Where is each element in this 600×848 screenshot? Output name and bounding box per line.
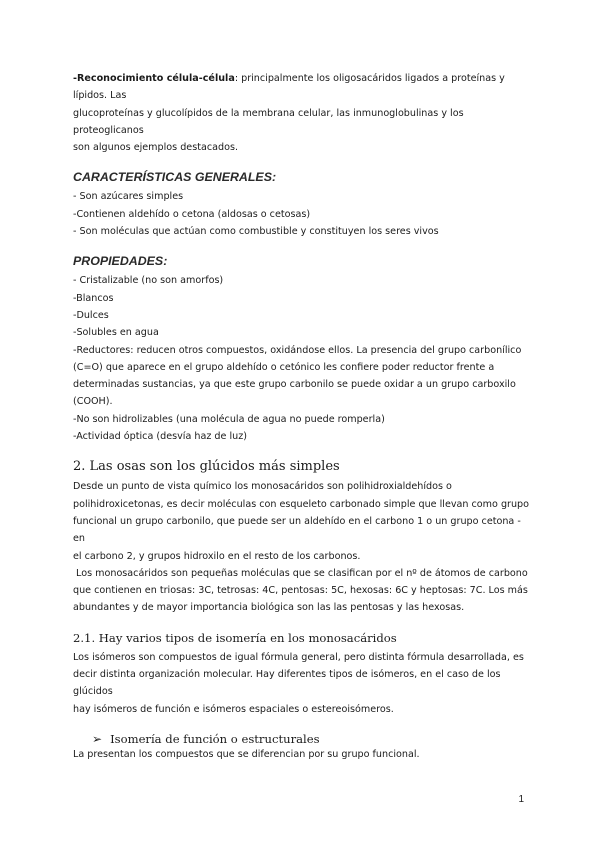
propiedades-heading: PROPIEDADES: bbox=[73, 254, 168, 269]
list-item: - Son azúcares simples bbox=[73, 191, 184, 203]
page-number: 1 bbox=[518, 794, 524, 805]
list-item: determinadas sustancias, ya que este grupo carbonilo se puede oxidar a un grupo carboxilo bbox=[73, 379, 516, 391]
document-page bbox=[73, 70, 533, 763]
list-item: - Cristalizable (no son amorfos) bbox=[73, 275, 224, 287]
section-2-line: Desde un punto de vista químico los monosacáridos son polihidroxialdehídos o bbox=[73, 481, 452, 493]
intro-paragraph bbox=[73, 70, 533, 105]
caracteristicas-heading: CARACTERÍSTICAS GENERALES: bbox=[73, 170, 277, 185]
section-2-1-line: decir distinta organización molecular. Hay diferentes tipos de isómeros, en el caso de los glúcidos bbox=[73, 669, 501, 698]
section-2-line: que contienen en triosas: 3C, tetrosas: 4C, pentosas: 5C, hexosas: 6C y heptosas: 7C. Los más bbox=[73, 585, 528, 597]
section-2-1-line: Los isómeros son compuestos de igual fórmula general, pero distinta fórmula desarrollada, es bbox=[73, 651, 524, 663]
section-2-line: funcional un grupo carbonilo, que puede ser un aldehído en el carbono 1 o un grupo cetona - en bbox=[73, 515, 521, 545]
section-2-1-heading: 2.1. Hay varios tipos de isomería en los monosacáridos bbox=[73, 630, 397, 645]
isomeria-funcion-heading: Isomería de función o estructurales bbox=[110, 731, 320, 746]
list-item: -Contienen aldehído o cetona (aldosas o cetosas) bbox=[73, 208, 311, 220]
list-item: -Reductores: reducen otros compuestos, oxidándose ellos. La presencia del grupo carbonílico bbox=[73, 344, 522, 356]
list-item: (COOH). bbox=[73, 396, 113, 408]
isomeria-funcion-text: La presentan los compuestos que se diferencian por su grupo funcional. bbox=[73, 748, 420, 760]
section-2-heading: 2. Las osas son los glúcidos más simples bbox=[73, 459, 340, 475]
list-item: -No son hidrolizables (una molécula de agua no puede romperla) bbox=[73, 413, 385, 425]
intro-line-2: glucoproteínas y glucolípidos de la membrana celular, las inmunoglobulinas y los proteoglicanos bbox=[73, 107, 464, 136]
intro-line-3: son algunos ejemplos destacados. bbox=[73, 142, 238, 154]
section-2-1-line: hay isómeros de función e isómeros espaciales o estereoisómeros. bbox=[73, 703, 394, 715]
list-item: - Son moléculas que actúan como combustible y constituyen los seres vivos bbox=[73, 226, 439, 238]
section-2-line: el carbono 2, y grupos hidroxilo en el resto de los carbonos. bbox=[73, 550, 361, 562]
arrow-bullet-icon: ➢ bbox=[92, 731, 103, 746]
section-2-line: abundantes y de mayor importancia biológica son las las pentosas y las hexosas. bbox=[73, 602, 465, 614]
list-item: -Solubles en agua bbox=[73, 327, 159, 339]
list-item: -Dulces bbox=[73, 309, 109, 321]
isomeria-funcion-heading-row bbox=[92, 732, 533, 746]
list-item: -Blancos bbox=[73, 292, 114, 304]
intro-line-1: : principalmente los oligosacáridos ligados a proteínas y lípidos. Las bbox=[73, 73, 505, 102]
intro-bold-lead: -Reconocimiento célula-célula bbox=[73, 73, 235, 84]
section-2-line: Los monosacáridos son pequeñas moléculas que se clasifican por el nº de átomos de carbono bbox=[73, 567, 528, 579]
list-item: (C=O) que aparece en el grupo aldehído o cetónico les confiere poder reductor frente a bbox=[73, 361, 495, 373]
section-2-line: polihidroxicetonas, es decir moléculas con esqueleto carbonado simple que llevan como grupo bbox=[73, 498, 530, 510]
list-item: -Actividad óptica (desvía haz de luz) bbox=[73, 431, 248, 443]
